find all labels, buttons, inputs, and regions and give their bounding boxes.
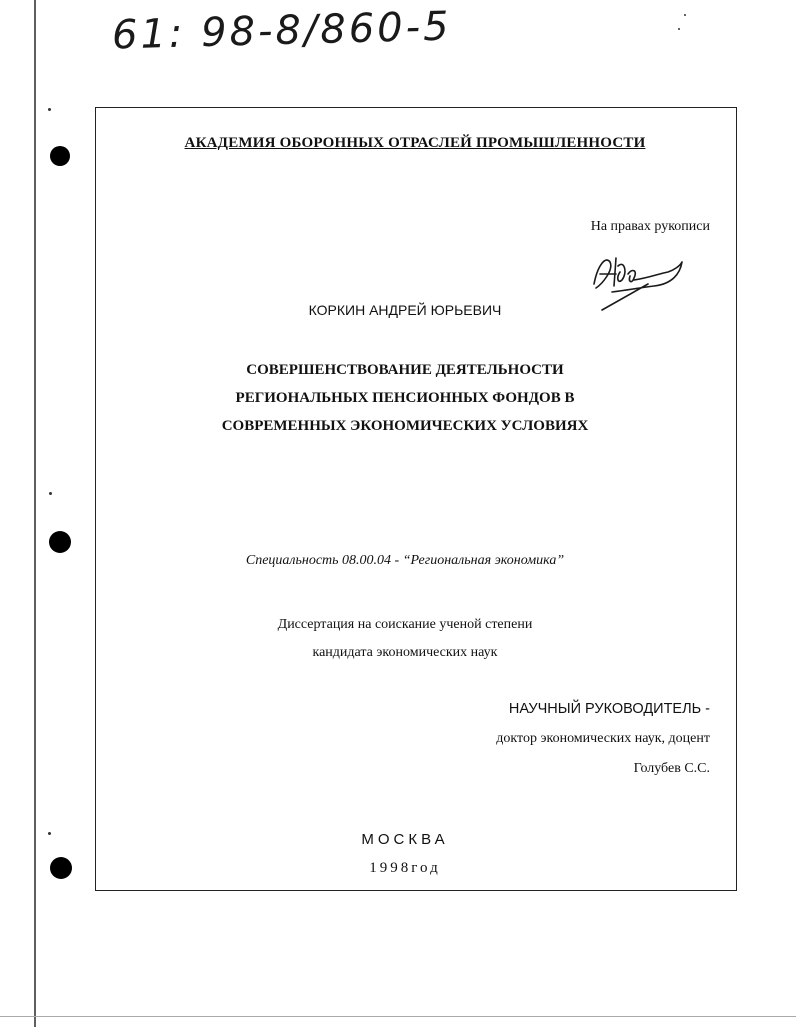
scan-speck <box>48 832 51 835</box>
scan-speck <box>49 492 52 495</box>
degree-line: кандидата экономических наук <box>312 645 498 660</box>
punch-hole <box>49 531 71 553</box>
scan-speck <box>48 108 51 111</box>
degree-line: Диссертация на соискание ученой степени <box>277 617 533 632</box>
year: 1998год <box>369 860 441 876</box>
academy-name: АКАДЕМИЯ ОБОРОННЫХ ОТРАСЛЕЙ ПРОМЫШЛЕННОСТИ <box>184 135 646 151</box>
supervisor-heading: НАУЧНЫЙ РУКОВОДИТЕЛЬ - <box>508 701 710 717</box>
city: МОСКВА <box>361 831 449 848</box>
dissertation-title <box>95 356 715 440</box>
scan-edge <box>0 1016 796 1017</box>
punch-hole <box>50 146 70 166</box>
archive-number: 61: 98-8/860-5 <box>111 3 453 59</box>
supervisor-name: Голубев С.С. <box>633 761 710 776</box>
title-line: СОВЕРШЕНСТВОВАНИЕ ДЕЯТЕЛЬНОСТИ <box>246 362 564 378</box>
binding-edge <box>34 0 36 1027</box>
title-line: РЕГИОНАЛЬНЫХ ПЕНСИОННЫХ ФОНДОВ В <box>235 390 575 406</box>
manuscript-rights-note: На правах рукописи <box>590 219 710 234</box>
degree-statement <box>95 611 715 667</box>
supervisor-block <box>420 694 710 784</box>
title-line: СОВРЕМЕННЫХ ЭКОНОМИЧЕСКИХ УСЛОВИЯХ <box>221 418 589 434</box>
scan-speck <box>678 28 680 30</box>
specialty-line: Специальность 08.00.04 - “Региональная экономика” <box>245 553 565 568</box>
author-name: КОРКИН АНДРЕЙ ЮРЬЕВИЧ <box>308 302 502 318</box>
scan-speck <box>684 14 686 16</box>
punch-hole <box>50 857 72 879</box>
supervisor-degree: доктор экономических наук, доцент <box>496 731 710 746</box>
